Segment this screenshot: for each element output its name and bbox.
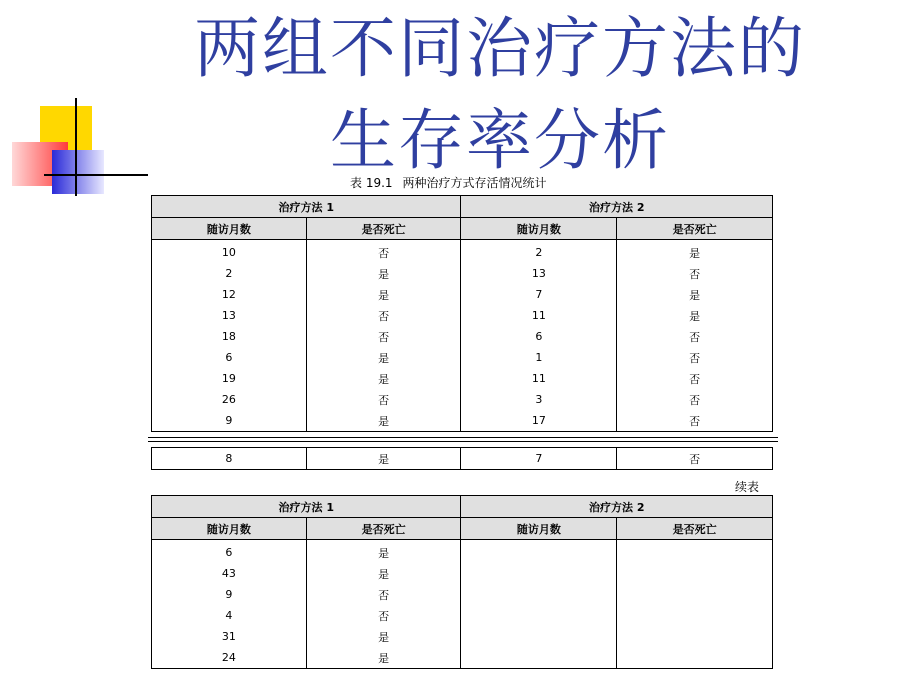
cell-months: 12 xyxy=(152,284,307,305)
table-row xyxy=(152,305,773,326)
group2-header: 治疗方法 2 xyxy=(461,196,773,218)
g2-months-header: 随访月数 xyxy=(461,518,617,540)
cell-death: 否 xyxy=(306,389,461,410)
cell-months: 13 xyxy=(152,305,307,326)
g1-death-header: 是否死亡 xyxy=(306,518,461,540)
g1-death-header: 是否死亡 xyxy=(306,218,461,240)
cell-death xyxy=(617,605,773,626)
group1-header: 治疗方法 1 xyxy=(152,196,461,218)
cell-months xyxy=(461,647,617,669)
g1-months-header: 随访月数 xyxy=(152,518,307,540)
cell-months xyxy=(461,584,617,605)
cell-death: 是 xyxy=(306,540,461,564)
cell-months: 2 xyxy=(461,240,617,264)
cell-death: 是 xyxy=(306,626,461,647)
cell-death: 是 xyxy=(306,448,461,470)
cell-months: 7 xyxy=(461,284,617,305)
cell-death: 是 xyxy=(617,305,773,326)
cell-death: 是 xyxy=(306,347,461,368)
cell-death: 是 xyxy=(617,240,773,264)
cell-death: 是 xyxy=(306,647,461,669)
cell-death: 否 xyxy=(617,410,773,432)
table-row xyxy=(152,563,773,584)
cell-death: 否 xyxy=(617,263,773,284)
group1-header: 治疗方法 1 xyxy=(152,496,461,518)
cell-death: 是 xyxy=(306,263,461,284)
cell-death: 否 xyxy=(306,326,461,347)
table-row xyxy=(152,326,773,347)
cell-months xyxy=(461,540,617,564)
cell-months: 2 xyxy=(152,263,307,284)
cell-death: 是 xyxy=(617,284,773,305)
table-row xyxy=(152,368,773,389)
cell-death: 否 xyxy=(306,240,461,264)
survival-table-part1 xyxy=(151,195,773,432)
cell-death xyxy=(617,540,773,564)
cell-months xyxy=(461,626,617,647)
table-split-line-top xyxy=(148,437,778,438)
cell-months: 18 xyxy=(152,326,307,347)
table-row xyxy=(152,584,773,605)
cell-months: 19 xyxy=(152,368,307,389)
cell-months: 9 xyxy=(152,410,307,432)
cell-months: 11 xyxy=(461,305,617,326)
cell-months: 8 xyxy=(152,448,307,470)
cell-months: 4 xyxy=(152,605,307,626)
cell-death: 否 xyxy=(306,584,461,605)
survival-table-split-row xyxy=(151,447,773,470)
cell-months: 11 xyxy=(461,368,617,389)
table-row xyxy=(152,647,773,669)
cell-months: 17 xyxy=(461,410,617,432)
table-row xyxy=(152,605,773,626)
cell-death xyxy=(617,626,773,647)
cell-death: 否 xyxy=(617,448,773,470)
continued-label: 续表 xyxy=(735,480,760,494)
cell-death: 否 xyxy=(306,605,461,626)
survival-table-part2 xyxy=(151,495,773,669)
cell-months: 6 xyxy=(152,540,307,564)
caption-number: 表 19.1 xyxy=(350,176,393,190)
table-row xyxy=(152,448,773,470)
cell-death: 否 xyxy=(617,326,773,347)
cell-months: 10 xyxy=(152,240,307,264)
caption-text: 两种治疗方式存活情况统计 xyxy=(402,176,547,190)
cell-death: 是 xyxy=(306,410,461,432)
cell-months: 26 xyxy=(152,389,307,410)
table-row xyxy=(152,389,773,410)
slide-title-line2: 生存率分析 xyxy=(330,102,670,179)
cell-death: 否 xyxy=(617,347,773,368)
table-row xyxy=(152,347,773,368)
cell-months: 9 xyxy=(152,584,307,605)
table-caption xyxy=(350,174,557,191)
decor-horizontal-line xyxy=(44,174,148,176)
table-row xyxy=(152,263,773,284)
cell-months xyxy=(461,563,617,584)
cell-death: 否 xyxy=(617,368,773,389)
cell-months: 6 xyxy=(152,347,307,368)
cell-death xyxy=(617,647,773,669)
cell-death xyxy=(617,584,773,605)
g1-months-header: 随访月数 xyxy=(152,218,307,240)
cell-death: 是 xyxy=(306,368,461,389)
table-row xyxy=(152,240,773,264)
cell-death: 否 xyxy=(306,305,461,326)
cell-months xyxy=(461,605,617,626)
cell-months: 43 xyxy=(152,563,307,584)
g2-death-header: 是否死亡 xyxy=(617,218,773,240)
cell-death: 是 xyxy=(306,284,461,305)
table-row xyxy=(152,284,773,305)
cell-months: 13 xyxy=(461,263,617,284)
cell-months: 3 xyxy=(461,389,617,410)
table-row xyxy=(152,540,773,564)
cell-months: 1 xyxy=(461,347,617,368)
g2-months-header: 随访月数 xyxy=(461,218,617,240)
table-row xyxy=(152,626,773,647)
cell-months: 31 xyxy=(152,626,307,647)
cell-months: 24 xyxy=(152,647,307,669)
cell-months: 7 xyxy=(461,448,617,470)
group2-header: 治疗方法 2 xyxy=(461,496,773,518)
slide-title-line1: 两组不同治疗方法的 xyxy=(194,10,806,87)
cell-death: 是 xyxy=(306,563,461,584)
cell-months: 6 xyxy=(461,326,617,347)
cell-death: 否 xyxy=(617,389,773,410)
table-split-line-bottom xyxy=(148,441,778,442)
cell-death xyxy=(617,563,773,584)
g2-death-header: 是否死亡 xyxy=(617,518,773,540)
table-row xyxy=(152,410,773,432)
